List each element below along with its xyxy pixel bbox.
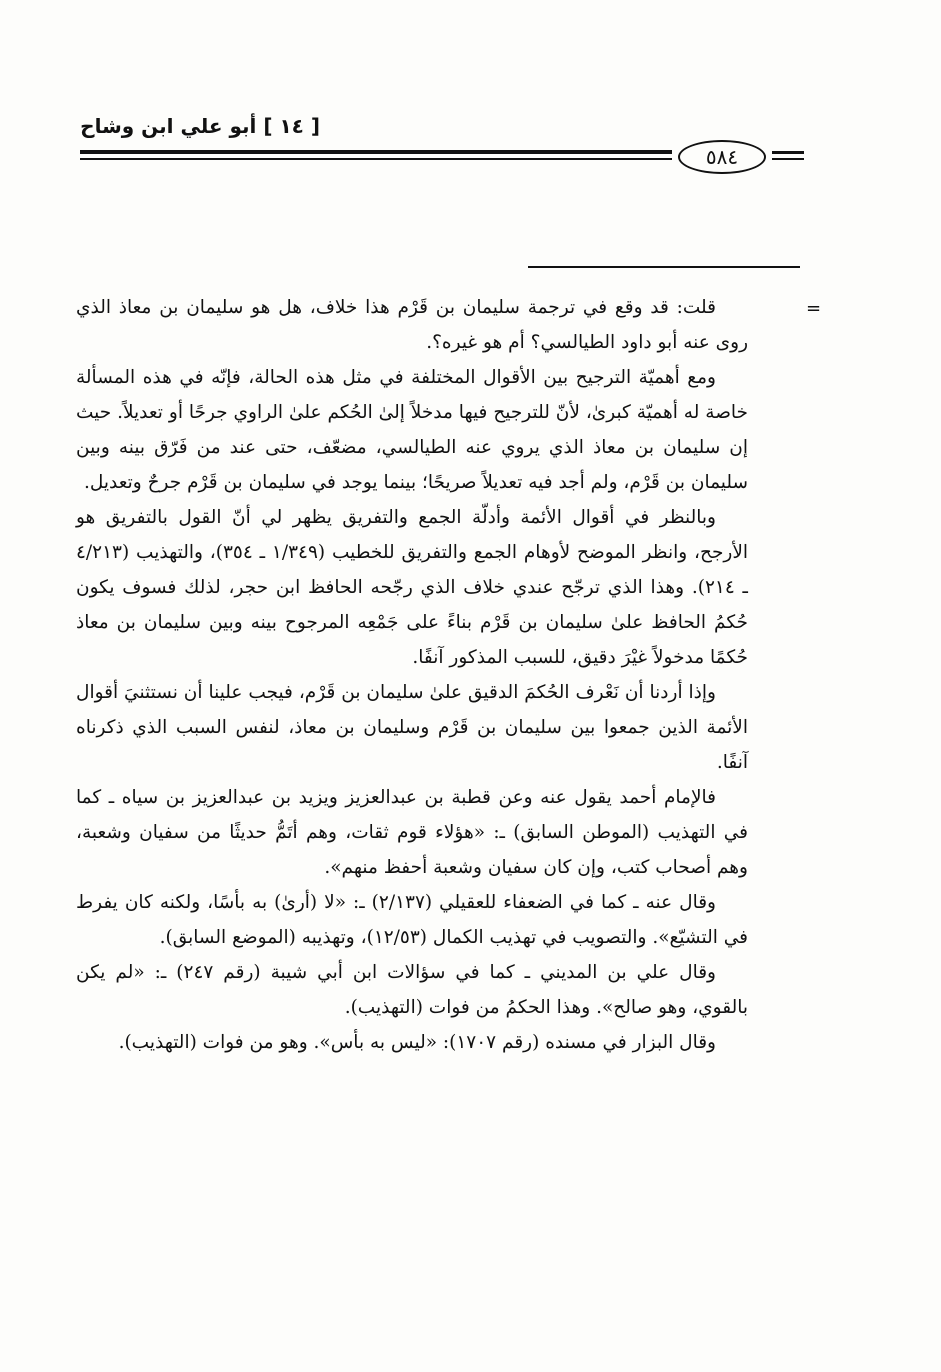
header-rule-left-thin	[80, 158, 672, 160]
paragraph: ومع أهميّة الترجيح بين الأقوال المختلفة في مثل هذه الحالة، فإنّه في هذه المسألة خاصة له أهميّة كبرىٰ، لأنّ للترجيح فيها مدخلاً إلىٰ الحُكم علىٰ الراوي جرحًا أو تعديلاً. حيث إن سليمان بن معاذ الذي يروي عنه الطيالسي، مضعّف، حتى عند من فَرّق بينه وبين سليمان بن قَرْم، ولم أجد فيه تعديلاً صريحًا؛ بينما يوجد في سليمان بن قَرْم جرحٌ وتعديل.	[76, 367, 748, 493]
margin-mark: =	[806, 298, 822, 319]
paragraph: وقال عنه ـ كما في الضعفاء للعقيلي (٢/١٣٧) ـ: «لا (أرىٰ) به بأسًا، ولكنه كان يفرط في التشيّع». والتصويب في تهذيب الكمال (١٢/٥٣)، وتهذيبه (الموضع السابق).	[76, 892, 748, 948]
running-title: [ ١٤ ] أبو علي ابن وشاح	[80, 114, 320, 138]
body-text	[76, 290, 748, 1350]
header-rule-left-thick	[80, 150, 672, 154]
paragraph: وقال البزار في مسنده (رقم ١٧٠٧): «ليس به بأس». وهو من فوات (التهذيب).	[118, 1032, 716, 1053]
page-number: ٥٨٤	[678, 140, 766, 174]
paragraph: قلت: قد وقع في ترجمة سليمان بن قَرْم هذا خلاف، هل هو سليمان بن معاذ الذي روى عنه أبو داود الطيالسي؟ أم هو غيره؟.	[76, 297, 748, 353]
paragraph: وإذا أردنا أن نَعْرف الحُكمَ الدقيق علىٰ سليمان بن قَرْم، فيجب علينا أن نستثنيَ أقوال الأئمة الذين جمعوا بين سليمان بن قَرْم وسليمان بن معاذ، لنفس السبب الذي ذكرناه آنفًا.	[76, 682, 748, 773]
paragraph: وبالنظر في أقوال الأئمة وأدلّة الجمع والتفريق يظهر لي أنّ القول بالتفريق هو الأرجح، وانظر الموضح لأوهام الجمع والتفريق للخطيب (١/٣٤٩ ـ ٣٥٤)، والتهذيب (٤/٢١٣ ـ ٢١٤). وهذا الذي ترجّح عندي خلاف الذي رجّحه الحافظ ابن حجر، لذلك فسوف يكون حُكمُ الحافظ علىٰ سليمان بن قَرْم بناءً على جَمْعِه المرجوح بينه وبين سليمان بن معاذ حُكمًا مدخولاً غيْرَ دقيق، للسبب المذكور آنفًا.	[76, 507, 749, 668]
header-rule-right-2	[772, 158, 804, 160]
header-rule-right-1	[772, 151, 804, 154]
section-separator-rule	[528, 266, 800, 268]
paragraph: فالإمام أحمد يقول عنه وعن قطبة بن عبدالعزيز ويزيد بن عبدالعزيز بن سياه ـ كما في التهذيب (الموطن السابق) ـ: «هؤلاء قوم ثقات، وهم أتَمُّ حديثًا من سفيان وشعبة، وهم أصحاب كتب، وإن كان سفيان وشعبة أحفظ منهم».	[76, 787, 748, 878]
paragraph: وقال علي بن المديني ـ كما في سؤالات ابن أبي شيبة (رقم ٢٤٧) ـ: «لم يكن بالقوي، وهو صالح». وهذا الحكمُ من فوات (التهذيب).	[76, 962, 748, 1018]
